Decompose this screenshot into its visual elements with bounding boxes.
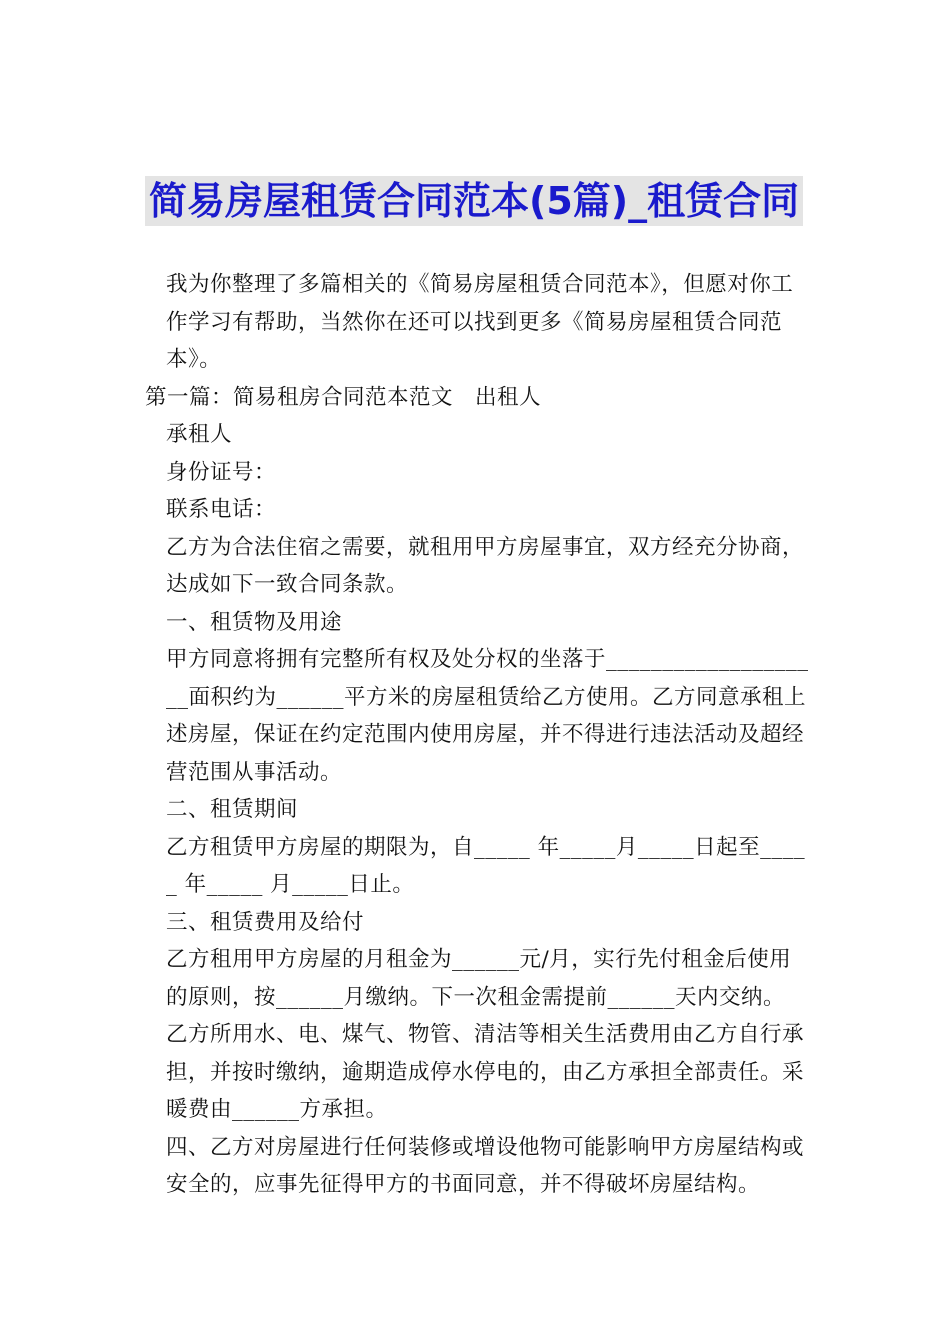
paragraph: 四、乙方对房屋进行任何装修或增设他物可能影响甲方房屋结构或安全的，应事先征得甲方的书面同意，并不得破坏房屋结构。	[166, 1134, 805, 1197]
paragraph: 身份证号：	[166, 459, 277, 485]
paragraph: 第一篇：简易租房合同范本范文 出租人	[145, 384, 542, 410]
paragraph: 乙方为合法住宿之需要，就租用甲方房屋事宜，双方经充分协商，达成如下一致合同条款。	[166, 534, 805, 597]
paragraph: 一、租赁物及用途	[166, 609, 343, 635]
paragraph: 我为你整理了多篇相关的《简易房屋租赁合同范本》，但愿对你工作学习有帮助，当然你在还可以找到更多《简易房屋租赁合同范本》。	[166, 272, 794, 372]
paragraph: 承租人	[166, 422, 233, 447]
document-body	[145, 266, 810, 1204]
document-title: 简易房屋租赁合同范本(5篇)_租赁合同	[145, 176, 803, 226]
paragraph: 乙方租用甲方房屋的月租金为______元/月，实行先付租金后使用的原则，按______月缴纳。下一次租金需提前______天内交纳。	[166, 947, 792, 1010]
paragraph: 乙方所用水、电、煤气、物管、清洁等相关生活费用由乙方自行承担，并按时缴纳，逾期造成停水停电的，由乙方承担全部责任。采暖费由______方承担。	[166, 1022, 805, 1122]
paragraph: 二、租赁期间	[166, 797, 299, 822]
paragraph: 乙方租赁甲方房屋的期限为，自_____ 年_____月_____日起至_____ 年_____ 月_____日止。	[166, 834, 806, 897]
paragraph: 三、租赁费用及给付	[166, 909, 365, 935]
paragraph: 联系电话：	[166, 497, 277, 522]
paragraph: 甲方同意将拥有完整所有权及处分权的坐落于____________________面积约为______平方米的房屋租赁给乙方使用。乙方同意承租上述房屋，保证在约定范围内使用房屋，并不得进行违法活动及超经营范围从事活动。	[166, 647, 809, 785]
